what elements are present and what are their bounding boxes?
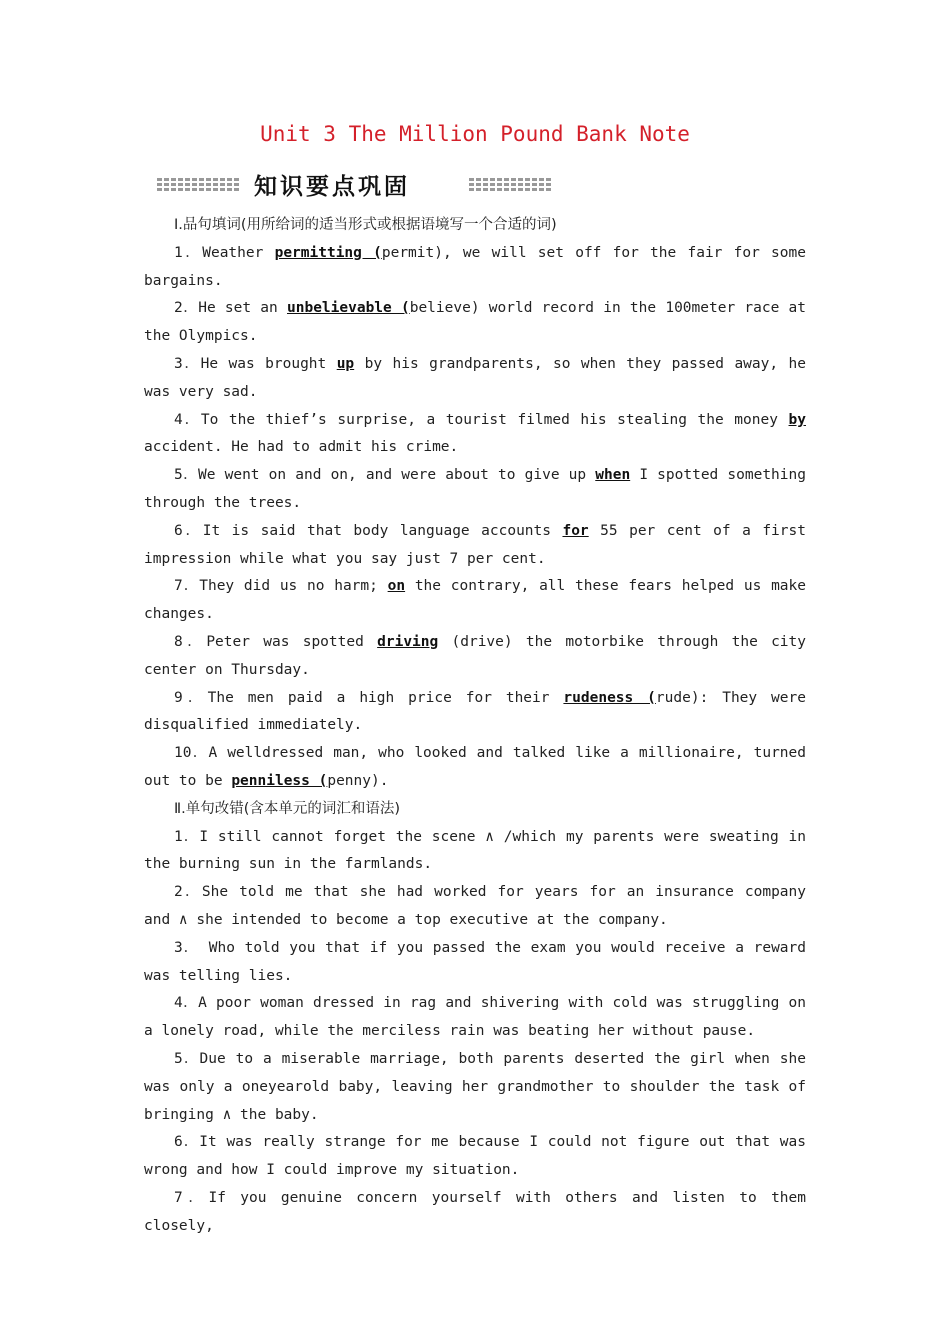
list-item: 9．The men paid a high price for their rudeness (rude): They were disqualified immediately. xyxy=(144,689,806,734)
list-item: 5．We went on and on, and were about to give up when I spotted something through the trees. xyxy=(144,467,806,511)
list-item: 10．A welldressed man, who looked and talked like a millionaire, turned out to be penniless (penny). xyxy=(144,745,806,789)
answer: driving xyxy=(377,633,439,650)
section-banner xyxy=(150,168,550,200)
list-item: 1．Weather permitting (permit), we will set off for the fair for some bargains. xyxy=(144,244,806,289)
list-item: 2．She told me that she had worked for years for an insurance company and ∧ she intended to become a top executive at the company. xyxy=(144,884,806,928)
answer: for xyxy=(562,522,589,539)
list-item: 7．If you genuine concern yourself with others and listen to them closely, xyxy=(144,1189,806,1234)
page-title: Unit 3 The Million Pound Bank Note xyxy=(260,122,690,146)
answer: when xyxy=(595,467,631,484)
list-item: 6．It is said that body language accounts for 55 per cent of a first impression while what you say just 7 per cent. xyxy=(144,522,806,567)
answer: penniless ( xyxy=(231,772,328,789)
exercise-content xyxy=(144,212,806,1240)
list-item: 3． Who told you that if you passed the exam you would receive a reward was telling lies. xyxy=(144,939,806,984)
answer: rudeness ( xyxy=(563,689,656,706)
list-item: 4．A poor woman dressed in rag and shivering with cold was struggling on a lonely road, while the merciless rain was beating her without pause. xyxy=(144,995,806,1040)
list-item: 7．They did us no harm; on the contrary, all these fears helped us make changes. xyxy=(144,578,806,623)
list-item: 4．To the thief’s surprise, a tourist filmed his stealing the money by accident. He had to admit his crime. xyxy=(144,411,806,456)
answer: up xyxy=(336,355,355,372)
list-item: 5．Due to a miserable marriage, both parents deserted the girl when she was only a oneyearold baby, leaving her grandmother to shoulder the task of bringing ∧ the baby. xyxy=(144,1050,806,1123)
answer: on xyxy=(387,578,406,595)
answer: unbelievable ( xyxy=(287,300,410,317)
list-item: 1．I still cannot forget the scene ∧ /which my parents were sweating in the burning sun in the farmlands. xyxy=(144,828,806,873)
banner-title: 知识要点巩固 xyxy=(254,174,410,200)
list-item: 3．He was brought up by his grandparents, so when they passed away, he was very sad. xyxy=(144,355,806,400)
answer: by xyxy=(788,411,806,428)
list-item: 2．He set an unbelievable (believe) world record in the 100meter race at the Olympics. xyxy=(144,300,807,345)
section-2-heading: Ⅱ.单句改错(含本单元的词汇和语法) xyxy=(174,800,401,817)
answer: permitting ( xyxy=(274,244,382,261)
banner-dots-right-icon xyxy=(468,176,552,191)
banner-dots-left-icon xyxy=(156,176,240,191)
list-item: 8．Peter was spotted driving (drive) the motorbike through the city center on Thursday. xyxy=(144,633,806,678)
section-1-heading: Ⅰ.品句填词(用所给词的适当形式或根据语境写一个合适的词) xyxy=(174,217,557,233)
list-item: 6．It was really strange for me because I could not figure out that was wrong and how I could improve my situation. xyxy=(144,1134,806,1179)
